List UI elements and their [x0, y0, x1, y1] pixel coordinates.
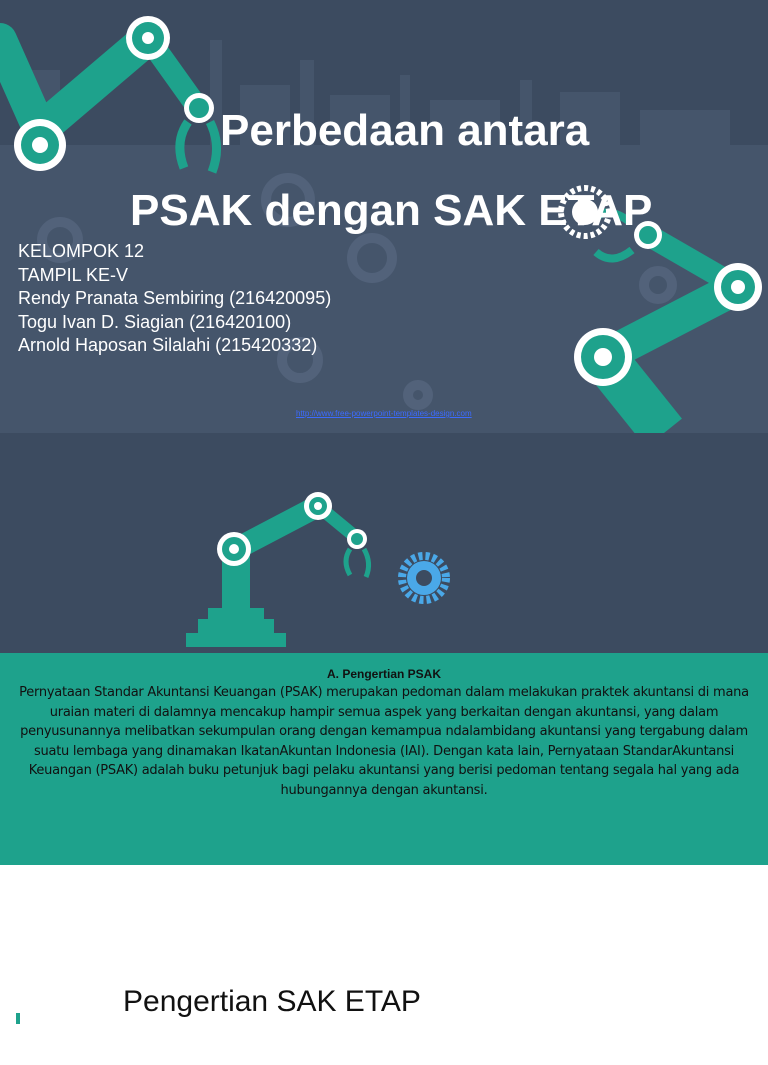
- member-item: Rendy Pranata Sembiring (216420095): [18, 288, 332, 308]
- slide-title-text: Pengertian PSAK dan SAK ETAP: [284, 1031, 730, 1064]
- member-item: Arnold Haposan Silalahi (215420332): [18, 335, 318, 355]
- section-heading: A. Pengertian PSAK: [326, 667, 442, 681]
- definition-content-box: [0, 653, 768, 865]
- slide-title-line-1: Perbedaan antara: [220, 106, 590, 155]
- member-item: Togu Ivan D. Siagian (216420100): [18, 311, 292, 332]
- slide-title-line-2: PSAK dengan SAK ETAP: [130, 186, 653, 235]
- blue-gear-icon: [402, 556, 446, 600]
- template-source-link[interactable]: http://www.free-powerpoint-templates-design.com: [296, 409, 472, 418]
- accent-bar: [16, 1013, 20, 1024]
- definition-paragraph: Pernyataan Standar Akuntansi Keuangan (PSAK) merupakan pedoman dalam melakukan praktek akuntansi di mana uraian materi di dalamnya mencakup hampir semua aspek yang berkaitan dengan akuntansi, yang dalam penyusunannya melibatkan sekumpulan orang dengan kemampua ndalambidang akuntansi yang tergabung dalam suatu lembaga yang dinamakan IkatanAkuntan Indonesia (IAI). Dengan kata lain, Pernyataan StandarAkuntansi Keuangan (PSAK) adalah buku petunjuk bagi pelaku akuntansi yang berisi pedoman tentang segala hal yang ada hubungannya dengan akuntansi.: [19, 685, 749, 798]
- presentation-number: TAMPIL KE-V: [18, 264, 129, 285]
- slide-title: [268, 1031, 729, 1065]
- group-name: KELOMPOK 12: [18, 241, 145, 261]
- group-member-list: [18, 240, 331, 358]
- title-slide: [0, 0, 768, 433]
- title-bullet: .: [268, 1031, 277, 1064]
- robot-arm-icon: [186, 492, 369, 647]
- slide-title: Pengertian SAK ETAP: [123, 985, 421, 1018]
- sak-etap-slide: [0, 865, 768, 1024]
